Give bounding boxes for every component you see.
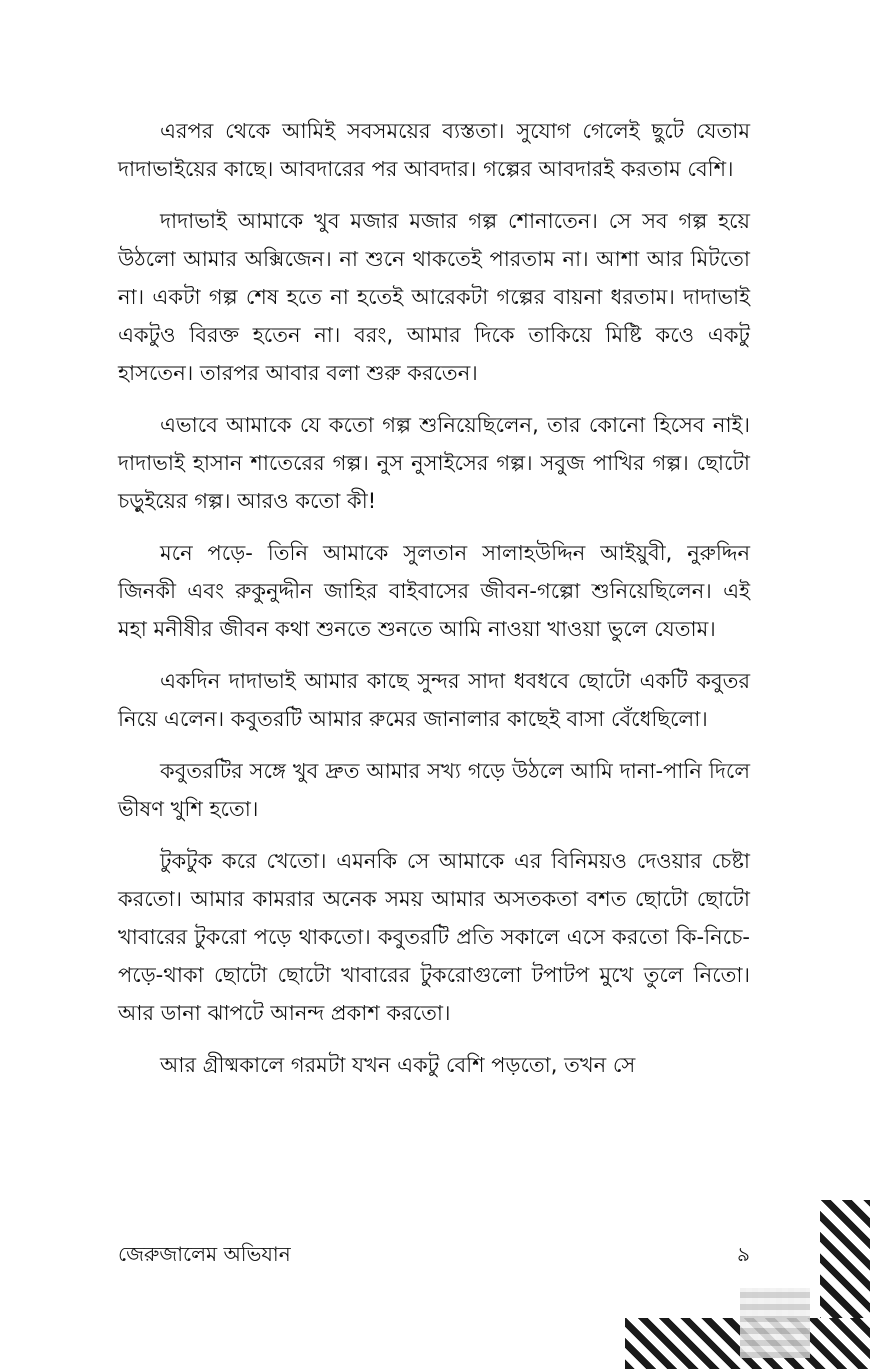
paragraph: কবুতরটির সঙ্গে খুব দ্রুত আমার সখ্য গড়ে উঠলে আমি দানা-পানি দিলে ভীষণ খুশি হতো। (118, 759, 750, 821)
paragraph: দাদাভাই আমাকে খুব মজার মজার গল্প শোনাতেন। সে সব গল্প হয়ে উঠলো আমার অক্সিজেন। না শুনে থাকতেই পারতাম না। আশা আর মিটতো না। একটা গল্প শেষ হতে না হতেই আরেকটা গল্পের বায়না ধরতাম। দাদাভাই একটুও বিরক্ত হতেন না। বরং, আমার দিকে তাকিয়ে মিষ্টি কওে একটু হাসতেন। তারপর আবার বলা শুরু করতেন। (118, 209, 750, 385)
paragraph: এরপর থেকে আমিই সবসময়ের ব্যস্ততা। সুযোগ গেলেই ছুটে যেতাম দাদাভাইয়ের কাছে। আবদারের পর আবদার। গল্পের আবদারই করতাম বেশি। (118, 119, 750, 181)
book-title: জেরুজালেম অভিযান (118, 1242, 291, 1266)
page-number: ৯ (737, 1242, 750, 1266)
page-footer (118, 1240, 750, 1273)
paragraph: টুকটুক করে খেতো। এমনকি সে আমাকে এর বিনিময়ও দেওয়ার চেষ্টা করতো। আমার কামরার অনেক সময় আমার অসতকতা বশত ছোটো ছোটো খাবারের টুকরো পড়ে থাকতো। কবুতরটি প্রতি সকালে এসে করতো কি-নিচে-পড়ে-থাকা ছোটো ছোটো খাবারের টুকরোগুলো টপাটপ মুখে তুলে নিতো। আর ডানা ঝাপটে আনন্দ প্রকাশ করতো। (118, 849, 750, 1025)
paragraph: আর গ্রীষ্মকালে গরমটা যখন একটু বেশি পড়তো, তখন সে (160, 1053, 636, 1077)
page-body (118, 112, 750, 1098)
blurred-watermark (740, 1288, 810, 1358)
paragraph: এভাবে আমাকে যে কতো গল্প শুনিয়েছিলেন, তার কোনো হিসেব নাই। দাদাভাই হাসান শাতেরের গল্প। নুস নুসাইসের গল্প। সবুজ পাখির গল্প। ছোটো চড়ুইয়ের গল্প। আরও কতো কী! (118, 413, 750, 513)
paragraph: একদিন দাদাভাই আমার কাছে সুন্দর সাদা ধবধবে ছোটো একটি কবুতর নিয়ে এলেন। কবুতরটি আমার রুমের জানালার কাছেই বাসা বেঁধেছিলো। (118, 669, 750, 731)
paragraph: মনে পড়ে- তিনি আমাকে সুলতান সালাহউদ্দিন আইয়ুবী, নুরুদ্দিন জিনকী এবং রুকুনুদ্দীন জাহির বাইবাসের জীবন-গল্পো শুনিয়েছিলেন। এই মহা মনীষীর জীবন কথা শুনতে শুনতে আমি নাওয়া খাওয়া ভুলে যেতাম। (118, 541, 750, 641)
